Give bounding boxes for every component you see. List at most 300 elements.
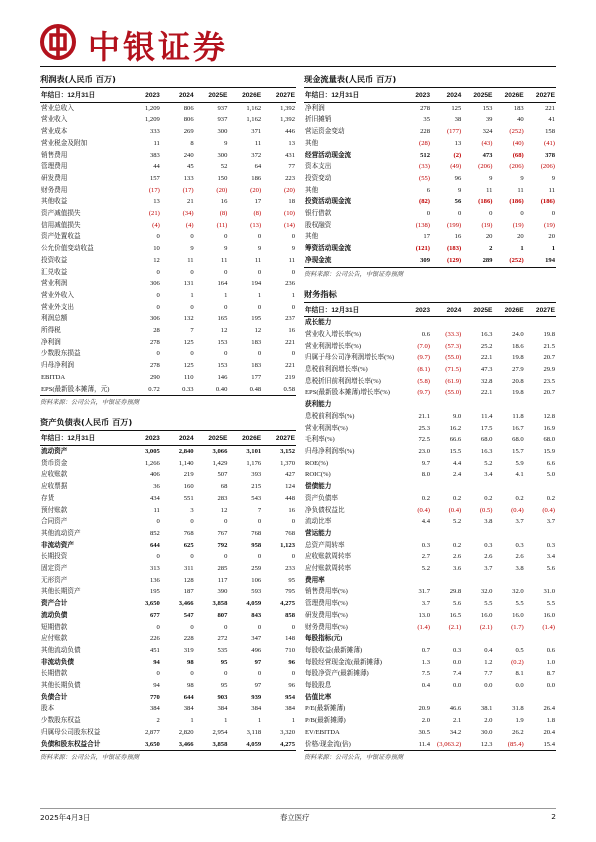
table-cell: 0.0 <box>484 682 493 690</box>
table-cell: 0 <box>257 518 262 526</box>
table-row <box>40 645 296 657</box>
table-cell: 768 <box>285 529 295 537</box>
row-label: 银行借款 <box>305 210 332 218</box>
table-cell: 6.6 <box>546 459 555 467</box>
column-header-year: 2026E <box>493 90 524 102</box>
row-label: 营业成本 <box>41 128 68 136</box>
table-cell: 3,320 <box>280 728 295 736</box>
table-row <box>304 680 556 692</box>
table-row <box>304 540 556 552</box>
table-cell: 16.0 <box>480 611 493 619</box>
table-cell: 406 <box>149 471 160 479</box>
table-row <box>40 372 296 384</box>
table-cell: 16 <box>288 327 295 335</box>
table-row <box>304 575 556 587</box>
table-cell: (19) <box>512 221 524 229</box>
table-cell: 34.2 <box>449 728 462 736</box>
table-row <box>304 692 556 704</box>
table-cell: 1,392 <box>280 116 295 124</box>
table-cell: 0 <box>224 268 228 276</box>
table-cell: 20.7 <box>543 354 555 362</box>
table-cell: 434 <box>149 494 160 502</box>
column-header-year: 2025E <box>462 305 493 317</box>
table-cell: 221 <box>285 362 295 370</box>
table-cell: 3,650 <box>144 740 160 748</box>
table-cell: 195 <box>149 588 160 596</box>
table-cell: 1 <box>190 717 194 725</box>
table-row <box>40 302 296 314</box>
table-cell: 1.2 <box>484 658 493 666</box>
table-cell: 32.0 <box>512 588 524 596</box>
table-cell <box>431 692 462 704</box>
table-cell <box>525 481 556 493</box>
row-label: 流动负债 <box>41 611 68 619</box>
table-row <box>40 138 296 150</box>
table-cell: 21.5 <box>543 342 555 350</box>
table-cell: (5.8) <box>417 377 430 385</box>
table-cell: 16.3 <box>480 330 493 338</box>
row-label: 短期借款 <box>41 623 68 631</box>
table-cell: 347 <box>251 635 262 643</box>
row-label: 归母净利润 <box>41 362 74 370</box>
table-cell: (186) <box>540 198 555 206</box>
table-cell: 13.0 <box>418 611 430 619</box>
table-cell: 3,118 <box>246 728 262 736</box>
table-cell: 3.7 <box>546 518 555 526</box>
table-cell: 644 <box>183 693 194 701</box>
table-cell: 390 <box>217 588 228 596</box>
table-cell: (0.4) <box>511 506 524 514</box>
table-cell: 12.3 <box>480 740 493 748</box>
table-cell: 1 <box>520 245 524 253</box>
table-cell: 625 <box>183 541 194 549</box>
table-cell: 194 <box>545 256 555 264</box>
row-label: 净现金流 <box>305 256 332 264</box>
table-row <box>304 528 556 540</box>
table-row <box>304 173 556 185</box>
table-cell: 278 <box>149 362 160 370</box>
table-cell <box>462 692 493 704</box>
table-cell: 0 <box>291 268 295 276</box>
table-cell: 8 <box>190 139 194 147</box>
table-cell: 9.0 <box>452 412 462 420</box>
table-cell: 219 <box>285 373 295 381</box>
table-cell: (186) <box>509 198 524 206</box>
table-row <box>304 161 556 173</box>
table-cell: 0 <box>224 233 228 241</box>
table-cell: 384 <box>285 705 295 713</box>
table-cell <box>462 399 493 411</box>
table-row <box>304 505 556 517</box>
table-cell: 11 <box>153 506 160 514</box>
table-cell: 4.4 <box>421 518 430 526</box>
table-cell: 31.8 <box>512 705 524 713</box>
table-cell: 0 <box>190 233 194 241</box>
table-cell: 12.8 <box>543 412 555 420</box>
table-cell: 1,392 <box>280 104 295 112</box>
table-cell: 289 <box>482 256 493 264</box>
table-cell <box>400 317 431 329</box>
table-cell <box>493 692 524 704</box>
table-row <box>40 586 296 598</box>
table-cell: (8.1) <box>417 366 430 374</box>
row-label: P/B(最新摊薄) <box>305 717 346 725</box>
table-cell: (8) <box>219 210 228 218</box>
table-cell <box>493 481 524 493</box>
table-cell: (82) <box>419 198 430 206</box>
table-row <box>304 446 556 458</box>
row-label: 销售费用 <box>41 151 68 159</box>
table-cell: 15.9 <box>543 447 555 455</box>
table-cell <box>431 317 462 329</box>
row-label: 存货 <box>41 494 55 502</box>
table-cell: (33) <box>419 163 430 171</box>
row-label: 合同资产 <box>41 518 68 526</box>
table-cell: 96 <box>288 658 295 666</box>
table-cell: 228 <box>183 635 194 643</box>
table-cell: 26.4 <box>543 705 555 713</box>
row-label: 息税前利润增长率(%) <box>305 366 368 374</box>
table-cell: (1.4) <box>542 623 555 631</box>
table-cell: 0 <box>224 553 228 561</box>
row-label: 负债合计 <box>41 693 68 701</box>
column-header-label: 年结日：12月31日 <box>40 433 127 445</box>
table-row <box>40 633 296 645</box>
table-cell: 1.3 <box>421 658 430 666</box>
table-cell: 157 <box>149 174 160 182</box>
column-header-label: 年结日：12月31日 <box>40 90 127 102</box>
table-cell: 272 <box>217 635 228 643</box>
table-cell: 11 <box>548 186 555 194</box>
row-label: 其他 <box>305 233 319 241</box>
table-cell: 9 <box>224 139 228 147</box>
table-cell: 0 <box>257 303 262 311</box>
income-statement-table <box>40 90 296 395</box>
table-cell: 9 <box>257 245 262 253</box>
table-cell: 371 <box>251 128 262 136</box>
table-cell: 153 <box>217 338 228 346</box>
table-cell: (1.7) <box>511 623 524 631</box>
table-cell: 806 <box>183 104 194 112</box>
table-cell: 11 <box>153 139 160 147</box>
table-cell: (2.1) <box>479 623 493 631</box>
table-cell: 710 <box>285 646 295 654</box>
row-label: 研发费用率(%) <box>305 611 348 619</box>
table-row <box>304 196 556 208</box>
table-cell: 0 <box>520 210 524 218</box>
table-cell: (61.9) <box>445 377 462 385</box>
row-label: 投资变动 <box>305 174 332 182</box>
table-row <box>40 196 296 208</box>
table-cell: 95 <box>220 682 228 690</box>
column-header-year: 2027E <box>525 90 556 102</box>
table-cell: 311 <box>183 565 194 573</box>
table-row <box>304 231 556 243</box>
row-label: 资产减值损失 <box>41 210 81 218</box>
table-cell: 5.5 <box>546 600 555 608</box>
row-label: 每股经营现金流(最新摊薄) <box>305 658 382 666</box>
table-cell: 1,266 <box>144 459 160 467</box>
table-cell: (19) <box>544 221 555 229</box>
table-cell: (121) <box>415 245 430 253</box>
table-cell: 3,858 <box>212 600 228 608</box>
table-cell: 29.8 <box>449 588 462 596</box>
row-label: 所得税 <box>41 327 61 335</box>
table-cell: 0 <box>156 233 160 241</box>
table-cell: 219 <box>183 471 194 479</box>
table-row <box>40 668 296 680</box>
table-cell: 98 <box>187 658 194 666</box>
table-cell: 0 <box>156 350 160 358</box>
table-cell: 644 <box>149 541 160 549</box>
table-cell: 1 <box>291 717 295 725</box>
table-cell: 186 <box>251 174 262 182</box>
row-label: 汇兑收益 <box>41 268 68 276</box>
row-label: 长期借款 <box>41 670 68 678</box>
row-label: 股权融资 <box>305 221 332 229</box>
row-label: 资本支出 <box>305 163 332 171</box>
table-cell: 146 <box>217 373 228 381</box>
table-cell: 153 <box>217 362 228 370</box>
table-cell: 11 <box>288 256 295 264</box>
table-cell: 0.2 <box>452 494 462 502</box>
table-cell: 7.5 <box>421 670 430 678</box>
table-cell: 290 <box>149 373 160 381</box>
table-cell: 94 <box>153 682 160 690</box>
table-cell: 183 <box>513 104 524 112</box>
table-cell: 309 <box>420 256 430 264</box>
table-row <box>40 469 296 481</box>
row-label: 其他流动负债 <box>41 646 81 654</box>
row-label: 投资活动现金流 <box>305 198 352 206</box>
table-cell: 68.0 <box>543 436 555 444</box>
row-label: EV/EBITDA <box>305 728 340 736</box>
table-cell: 158 <box>545 128 555 136</box>
table-cell: 72.5 <box>418 436 430 444</box>
table-cell: 1.0 <box>546 658 555 666</box>
table-cell: 3,101 <box>246 447 262 455</box>
financial-ratios-source: 资料来源：公司公告，中银证券预测 <box>304 750 556 764</box>
row-label: 管理费用率(%) <box>305 600 348 608</box>
table-cell: 3.6 <box>452 565 462 573</box>
table-row <box>40 657 296 669</box>
table-row <box>40 703 296 715</box>
table-row <box>40 445 296 457</box>
table-cell: 2.6 <box>452 553 462 561</box>
balance-sheet-source: 资料来源：公司公告，中银证券预测 <box>40 750 296 764</box>
table-cell: (4) <box>185 221 194 229</box>
table-cell: 125 <box>183 338 194 346</box>
table-cell: 8.0 <box>421 471 430 479</box>
table-cell: 131 <box>183 280 194 288</box>
row-label: 营业总收入 <box>41 104 74 112</box>
table-cell: 95 <box>288 576 295 584</box>
table-row <box>40 173 296 185</box>
table-cell: 40 <box>517 116 524 124</box>
table-cell: 2.4 <box>452 471 462 479</box>
table-cell: 448 <box>285 494 295 502</box>
table-row <box>40 610 296 622</box>
table-cell: 25.2 <box>480 342 493 350</box>
row-label: EPS(最新股本摊薄)增长率(%) <box>305 389 390 397</box>
table-cell: 1 <box>257 717 262 725</box>
row-label: 研发费用 <box>41 174 68 182</box>
table-cell: 20 <box>485 233 493 241</box>
table-cell: (183) <box>446 245 462 253</box>
table-cell: (206) <box>478 163 493 171</box>
table-cell: 507 <box>217 471 228 479</box>
table-cell: 96 <box>454 174 462 182</box>
table-cell: 38 <box>454 116 462 124</box>
column-header-label: 年结日：12月31日 <box>304 305 400 317</box>
table-cell: 512 <box>420 151 430 159</box>
table-cell: 0 <box>190 303 194 311</box>
row-label: 预付账款 <box>41 506 68 514</box>
column-header-year: 2027E <box>262 90 296 102</box>
table-cell: (199) <box>446 221 462 229</box>
table-cell: 0 <box>190 623 194 631</box>
table-cell: 148 <box>285 635 295 643</box>
table-cell: 77 <box>288 163 295 171</box>
table-cell: 136 <box>149 576 160 584</box>
table-cell: 94 <box>153 658 160 666</box>
table-cell: 473 <box>482 151 493 159</box>
table-cell <box>400 481 431 493</box>
table-row <box>304 126 556 138</box>
table-cell: (19) <box>481 221 493 229</box>
table-cell: 0.2 <box>484 494 493 502</box>
table-row <box>40 692 296 704</box>
table-cell: 25.3 <box>418 424 430 432</box>
table-cell: 0.3 <box>546 541 555 549</box>
table-cell: 852 <box>149 529 160 537</box>
table-cell: 13 <box>153 198 160 206</box>
table-cell: 5.5 <box>515 600 524 608</box>
table-cell: 0.2 <box>452 541 462 549</box>
table-cell: 5.2 <box>421 565 430 573</box>
table-cell: 384 <box>217 705 228 713</box>
table-row <box>40 348 296 360</box>
table-cell: 0.2 <box>515 494 524 502</box>
table-cell: 15.5 <box>449 447 462 455</box>
table-cell: 17.5 <box>480 424 493 432</box>
table-cell: 46.6 <box>449 705 462 713</box>
table-cell: 0 <box>224 518 228 526</box>
table-cell: (3,063.2) <box>437 740 462 748</box>
table-cell: (40) <box>512 139 524 147</box>
table-cell: (14) <box>284 221 295 229</box>
table-cell: 551 <box>183 494 194 502</box>
table-cell: 9 <box>291 245 295 253</box>
table-row <box>304 434 556 446</box>
table-cell: 240 <box>183 151 194 159</box>
row-label: 经营活动现金流 <box>305 151 352 159</box>
table-cell: 795 <box>285 588 295 596</box>
table-cell: 937 <box>217 104 228 112</box>
table-row <box>40 150 296 162</box>
table-cell <box>462 575 493 587</box>
row-label: ROIC(%) <box>305 471 331 479</box>
table-row <box>304 138 556 150</box>
table-cell: 7.4 <box>452 670 462 678</box>
table-cell: (0.4) <box>448 506 462 514</box>
table-cell: 0 <box>291 553 295 561</box>
table-cell: (41) <box>544 139 555 147</box>
table-cell <box>400 692 431 704</box>
row-label: 每股指标(元) <box>305 635 343 643</box>
row-label: 每股收益(最新摊薄) <box>305 646 363 654</box>
table-row <box>40 255 296 267</box>
table-cell: 384 <box>251 705 262 713</box>
table-cell: (0.5) <box>479 506 493 514</box>
table-cell: 18.6 <box>512 342 524 350</box>
table-cell: 0 <box>156 291 160 299</box>
table-cell: 7.7 <box>484 670 493 678</box>
table-cell: 13 <box>454 139 462 147</box>
table-cell: 68.0 <box>480 436 493 444</box>
table-cell: 0.0 <box>452 682 462 690</box>
table-row <box>304 102 556 114</box>
row-label: 每股股息 <box>305 682 332 690</box>
row-label: 货币资金 <box>41 459 68 467</box>
balance-sheet-title: 资产负债表(人民币 百万) <box>40 415 296 431</box>
table-cell: 300 <box>217 151 228 159</box>
row-label: EPS(最新股本摊薄，元) <box>41 385 110 393</box>
table-cell: 187 <box>183 588 194 596</box>
table-cell <box>462 481 493 493</box>
table-cell: 1,162 <box>246 104 262 112</box>
table-cell: 0 <box>190 268 194 276</box>
table-cell <box>525 528 556 540</box>
table-cell: 0.72 <box>148 385 160 393</box>
table-row <box>304 458 556 470</box>
table-cell: 3.8 <box>515 565 524 573</box>
column-header-year: 2026E <box>228 433 262 445</box>
table-cell: 1 <box>224 291 228 299</box>
table-cell: 16 <box>288 506 295 514</box>
table-cell: 768 <box>251 529 262 537</box>
table-cell: 228 <box>420 128 430 136</box>
row-label: EBITDA <box>41 373 66 381</box>
table-cell: 0.3 <box>421 541 430 549</box>
table-row <box>304 645 556 657</box>
table-row <box>40 598 296 610</box>
table-cell: 27.9 <box>512 366 524 374</box>
table-row <box>304 376 556 388</box>
table-cell <box>400 633 431 645</box>
table-cell <box>525 399 556 411</box>
table-cell: 0 <box>190 518 194 526</box>
table-cell: 9 <box>224 245 228 253</box>
table-cell: 12 <box>220 327 228 335</box>
financial-ratios-title: 财务指标 <box>304 287 556 303</box>
table-cell: 0 <box>291 670 295 678</box>
table-cell: 0.3 <box>515 541 524 549</box>
page-footer <box>40 808 556 824</box>
table-cell: (21) <box>148 210 160 218</box>
table-cell: 2,820 <box>178 728 194 736</box>
table-row <box>304 610 556 622</box>
table-row <box>40 384 296 396</box>
table-cell: 221 <box>285 338 295 346</box>
table-cell: 194 <box>251 280 262 288</box>
row-label: 费用率 <box>305 576 325 584</box>
table-cell: 677 <box>149 611 160 619</box>
column-header-year: 2024 <box>161 433 195 445</box>
row-label: 净负债权益比 <box>305 506 345 514</box>
table-row <box>40 185 296 197</box>
table-cell: 0.48 <box>249 385 262 393</box>
